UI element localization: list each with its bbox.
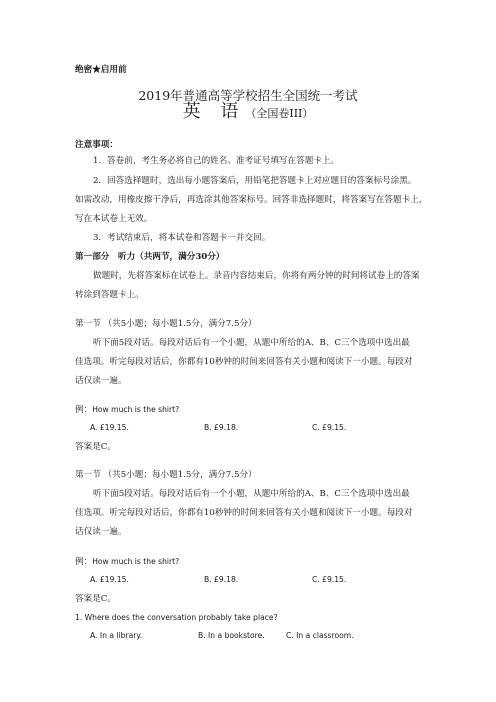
- exam-title: 2019年普通高等学校招生全国统一考试: [138, 88, 358, 103]
- example-label: 例：: [75, 405, 93, 415]
- section-a-line-1: 听下面5段对话。每段对话后有一个小题，从题中所给的A、B、C三个选项中选出最: [93, 338, 410, 348]
- confidential-label: 绝密★启用前: [75, 65, 127, 75]
- notice-item-1: 1．答卷前，考生务必将自己的姓名、准考证号填写在答题卡上。: [93, 156, 340, 166]
- subject-name: 英 语: [182, 101, 246, 122]
- section-a-option-a: A. £19.15.: [90, 423, 129, 432]
- section-b-answer: 答案是C。: [75, 594, 116, 604]
- notice-item-2-line-3: 写在本试卷上无效。: [75, 214, 153, 224]
- subject-title: [0, 101, 496, 122]
- section-b-option-a: A. £19.15.: [90, 575, 129, 584]
- section-a-line-3: 话仅读一遍。: [75, 376, 127, 386]
- section-b-option-b: B. £9.18.: [204, 575, 239, 584]
- part1-intro-line-1: 做题时，先将答案标在试卷上。录音内容结束后，你将有两分钟的时间将试卷上的答案: [93, 271, 420, 281]
- part1-heading: 第一部分 听力（共两节，满分30分）: [75, 252, 225, 262]
- question-1-text: 1. Where does the conversation probably take place?: [75, 613, 278, 622]
- example-question: How much is the shirt?: [92, 557, 180, 566]
- section-a-option-c: C. £9.15.: [312, 423, 347, 432]
- section-a-example: [75, 404, 179, 416]
- section-a-answer: 答案是C。: [75, 442, 116, 452]
- section-b-option-c: C. £9.15.: [312, 575, 347, 584]
- section-a-line-2: 佳选项。听完每段对话后，你都有10秒钟的时间来回答有关小题和阅读下一小题。每段对: [75, 357, 413, 367]
- section-b-line-3: 话仅读一遍。: [75, 527, 127, 537]
- notice-heading: 注意事项：: [75, 140, 118, 150]
- paper-version: （全国卷III）: [245, 107, 314, 120]
- question-1-option-b: B. In a bookstore.: [198, 631, 265, 640]
- section-b-example: [75, 556, 179, 568]
- notice-item-2-line-1: 2．回答选择题时，选出每小题答案后，用铅笔把答题卡上对应题目的答案标号涂黑。: [93, 176, 417, 186]
- question-1-option-c: C. In a classroom.: [286, 631, 354, 640]
- section-b-heading: 第一节 （共5小题；每小题1.5分，满分7.5分）: [75, 470, 257, 480]
- notice-item-2-line-2: 如需改动，用橡皮擦干净后，再选涂其他答案标号。回答非选择题时，将答案写在答题卡上，: [75, 195, 428, 205]
- notice-item-3: 3．考试结束后，将本试卷和答题卡一并交回。: [93, 233, 271, 243]
- example-label: 例：: [75, 557, 93, 567]
- section-a-heading: 第一节 （共5小题；每小题1.5分，满分7.5分）: [75, 319, 257, 329]
- example-question: How much is the shirt?: [92, 405, 180, 414]
- question-1-option-a: A. In a library.: [90, 631, 143, 640]
- section-a-option-b: B. £9.18.: [204, 423, 239, 432]
- section-b-line-1: 听下面5段对话。每段对话后有一个小题，从题中所给的A、B、C三个选项中选出最: [93, 489, 410, 499]
- part1-intro-line-2: 转涂到答题卡上。: [75, 290, 144, 300]
- section-b-line-2: 佳选项。听完每段对话后，你都有10秒钟的时间来回答有关小题和阅读下一小题。每段对: [75, 508, 413, 518]
